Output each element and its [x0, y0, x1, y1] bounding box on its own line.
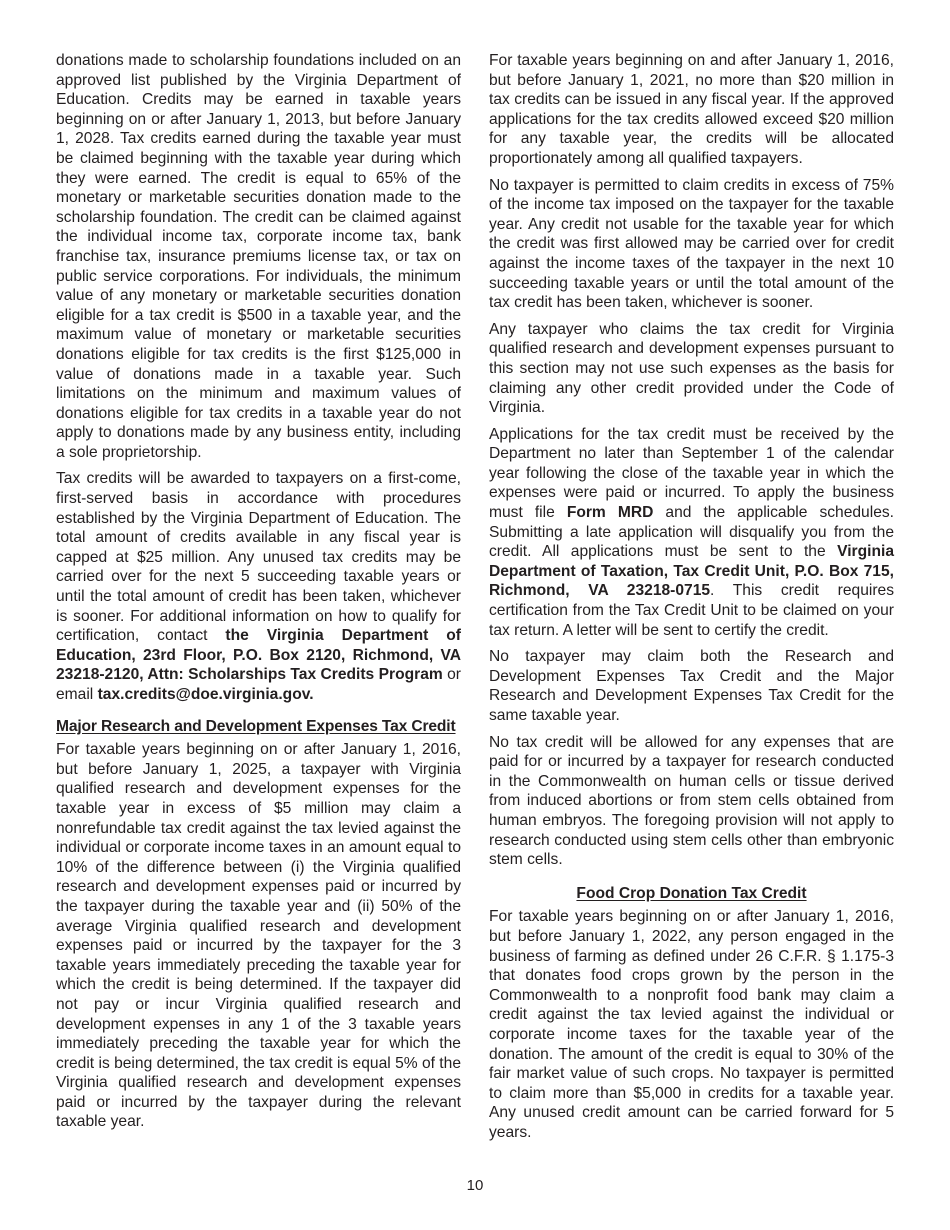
doe-contact-email: tax.credits@doe.virginia.gov. — [97, 686, 314, 703]
email-connector-text: or email — [56, 666, 461, 703]
dual-claim-paragraph: No taxpayer may claim both the Research and Development Expenses Tax Credit and the Major Research and Development Expenses Tax Credit for the same taxable year. — [489, 648, 894, 724]
credit-cap-paragraph: For taxable years beginning on and after January 1, 2016, but before January 1, 2021, no more than $20 million in tax credits can be issued in any fiscal year. If the approved applications for the tax credits allowed exceed $20 million for any taxable year, the credits will be allocated proportionately among all qualified taxpayers. — [489, 52, 894, 167]
stem-cell-paragraph: No tax credit will be allowed for any expenses that are paid for or incurred by a taxpayer for research conducted in the Commonwealth on human cells or tissue derived from induced abortions or from stem cells obtained from human embryos. The foregoing provision will not apply to research conducted using stem cells other than embryonic stem cells. — [489, 733, 894, 869]
award-text: Tax credits will be awarded to taxpayers on a first-come, first-served basis in accordance with procedures established by the Virginia Department of Education. The total amount of credits available in any fiscal year is capped at $25 million. Any unused tax credits may be carried over for the next 5 succeeding taxable years or until the total amount of credit has been taken, whichever is sooner. For additional information on how to qualify for certification, contact — [56, 470, 461, 645]
food-crop-paragraph: For taxable years beginning on or after January 1, 2016, but before January 1, 2022, any person engaged in the business of farming as defined under 26 C.F.R. § 1.175-3 that donates food crops grown by the person in the Commonwealth to a nonprofit food bank may claim a credit against the tax levied against the individual or corporate income taxes for the taxable year of the donation. The amount of the credit is equal to 30% of the fair market value of such crops. No taxpayer is permitted to claim more than $5,000 in credits for a taxable year. Any unused credit amount can be carried forward for 5 years. — [489, 908, 894, 1141]
application-paragraph — [489, 425, 894, 641]
application-text: Applications for the tax credit must be received by the Department no later than September 1 of the calendar year following the close of the taxable year in which the expenses were paid or incurred. To apply the business must file — [489, 425, 894, 522]
scholarship-credit-paragraph: donations made to scholarship foundations included on an approved list published by the Virginia Department of Education. Credits may be earned in taxable years beginning on or after January 1, 2013, but before January 1, 2028. Tax credits earned during the taxable year must be claimed beginning with the taxable year during which they were earned. The credit is equal to 65% of the monetary or marketable securities donation made to the scholarship foundation. The credit can be claimed against the individual income tax, corporate income tax, bank franchise tax, insurance premiums license tax, or tax on public service corporations. For individuals, the minimum value of any monetary or marketable securities donation eligible for a tax credit is $500 in a taxable year, and the maximum value of monetary or marketable securities donations eligible for tax credits is the first $125,000 in value of donations made in a taxable year. Such limitations on the minimum and maximum values of donations eligible for tax credits in a taxable year do not apply to donations made by any business entity, including a sole proprietorship. — [56, 52, 461, 461]
major-rd-paragraph: For taxable years beginning on or after January 1, 2016, but before January 1, 2025, a taxpayer with Virginia qualified research and development expenses for the taxable year in excess of $5 million may claim a nonrefundable tax credit against the tax levied against the individual or corporate income taxes in an amount equal to 10% of the difference between (i) the Virginia qualified research and development expenses paid or incurred by the taxpayer during the taxable year and (ii) 50% of the average Virginia qualified research and development expenses paid or incurred by the taxpayer for the 3 taxable years immediately preceding the taxable year for which the credit is being determined. If the taxpayer did not pay or incur Virginia qualified research and development expenses in any 1 of the 3 taxable years immediately preceding the taxable year for which the credit is being determined, the tax credit is equal 5% of the Virginia qualified research and development expenses paid or incurred by the taxpayer during the relevant taxable year. — [56, 741, 461, 1131]
tax-credit-unit-address: Virginia Department of Taxation, Tax Credit Unit, P.O. Box 715, Richmond, VA 23218-0715 — [489, 543, 894, 600]
page-number: 10 — [466, 1177, 484, 1194]
basis-restriction-paragraph: Any taxpayer who claims the tax credit for Virginia qualified research and development expenses pursuant to this section may not use such expenses as the basis for claiming any other credit provided under the Code of Virginia. — [489, 320, 894, 417]
scholarship-award-paragraph — [56, 469, 461, 704]
doe-contact-address: the Virginia Department of Education, 23rd Floor, P.O. Box 2120, Richmond, VA 23218-2120, Attn: Scholarships Tax Credits Program — [56, 627, 461, 684]
form-mrd-label: Form MRD — [566, 504, 654, 522]
certification-text: . This credit requires certification from the Tax Credit Unit to be claimed on your tax return. A letter will be sent to certify the credit. — [489, 582, 894, 639]
section-heading-major-rd: Major Research and Development Expenses Tax Credit — [56, 717, 456, 735]
application-middle-text: and the applicable schedules. Submitting a late application will disqualify you from the credit. All applications must be sent to the — [489, 504, 894, 561]
credit-limit-paragraph: No taxpayer is permitted to claim credits in excess of 75% of the income tax imposed on the taxpayer for the taxable year. Any credit not usable for the taxable year for which the credit was first allowed may be carried over for credit against the income taxes of the taxpayer in the next 10 succeeding taxable years or until the total amount of the tax credit has been taken, whichever is sooner. — [489, 176, 894, 312]
right-column — [489, 51, 894, 1149]
left-column — [56, 51, 461, 1139]
section-heading-food-crop: Food Crop Donation Tax Credit — [576, 884, 807, 902]
